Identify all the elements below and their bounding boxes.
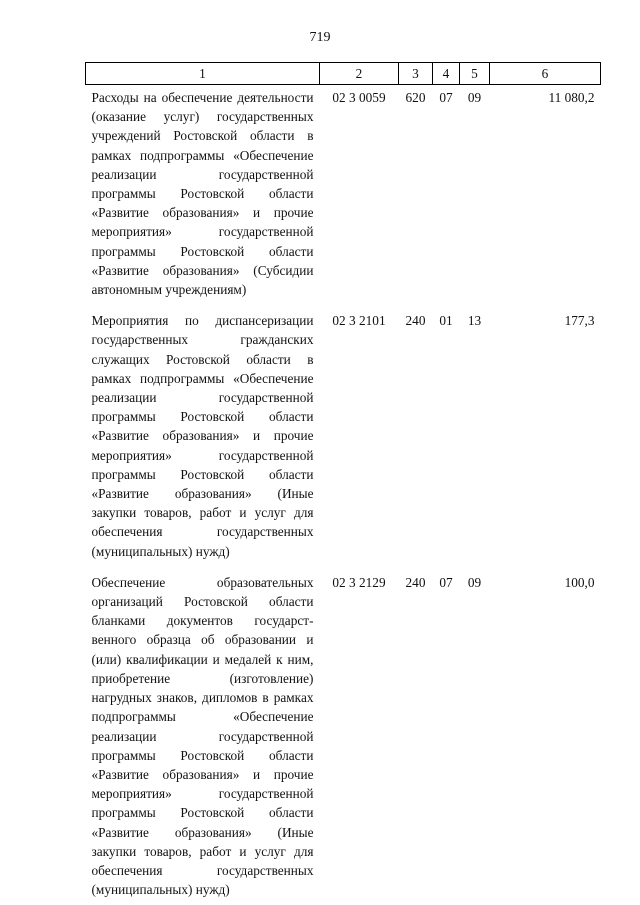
row-expense-type: 620 xyxy=(405,90,426,105)
row-target-article: 02 3 0059 xyxy=(332,90,386,105)
budget-table xyxy=(85,62,601,904)
row-subsection: 13 xyxy=(467,313,482,329)
row-target-article: 02 3 2101 xyxy=(332,313,386,329)
row-target-article: 02 3 2129 xyxy=(332,574,386,590)
header-col-1: 1 xyxy=(86,63,320,85)
header-col-3: 3 xyxy=(399,63,433,85)
row-expense-type: 240 xyxy=(405,313,426,329)
header-col-5: 5 xyxy=(460,63,490,85)
table-row xyxy=(86,308,601,570)
page-number: 719 xyxy=(309,30,331,45)
row-section: 07 xyxy=(439,90,453,105)
row-subsection: 09 xyxy=(467,90,482,105)
row-description: Мероприятия по диспансеризации государственных гражданских служащих Ростовской области в рамках подпрограммы «Обеспечение реализации государственной программы Ростовской области «Развитие образования» и прочие мероприятия» государственной программы Ростовской области «Развитие образования» (Иные закупки товаров, работ и услуг для обеспечения государственных (муниципальных) нужд) xyxy=(91,313,314,559)
row-section: 01 xyxy=(439,313,453,329)
row-amount: 177,3 xyxy=(564,313,595,329)
header-col-4: 4 xyxy=(433,63,460,85)
row-section: 07 xyxy=(439,574,453,590)
row-description: Расходы на обеспечение деятельности (оказание услуг) государственных учреждений Ростовской области в рамках подпрограммы «Обеспечение реализации государственной программы Ростовской области «Развитие образования» и прочие мероприятия» государственной программы Ростовской области «Развитие образования» (Субсидии автономным учреждениям) xyxy=(91,90,314,298)
table-row xyxy=(86,570,601,904)
header-col-6: 6 xyxy=(490,63,601,85)
row-amount: 11 080,2 xyxy=(548,90,595,105)
row-amount: 100,0 xyxy=(564,574,595,590)
header-col-2: 2 xyxy=(320,63,399,85)
table-row xyxy=(86,85,601,309)
table-header xyxy=(86,63,601,85)
row-subsection: 09 xyxy=(467,574,482,590)
row-description: Обеспечение образовательных организаций Ростовской области бланками документов государственного образца об образовании и (или) квалификации и медалей к ним, приобретение (изготовление) нагрудных знаков, дипломов в рамках подпрограммы «Обеспечение реализации государственной программы Ростовской области «Развитие образования» и прочие мероприятия» государственной программы Ростовской области «Развитие образования» (Иные закупки товаров, работ и услуг для обеспечения государственных (муниципальных) нужд) xyxy=(91,574,314,898)
row-expense-type: 240 xyxy=(405,574,426,590)
